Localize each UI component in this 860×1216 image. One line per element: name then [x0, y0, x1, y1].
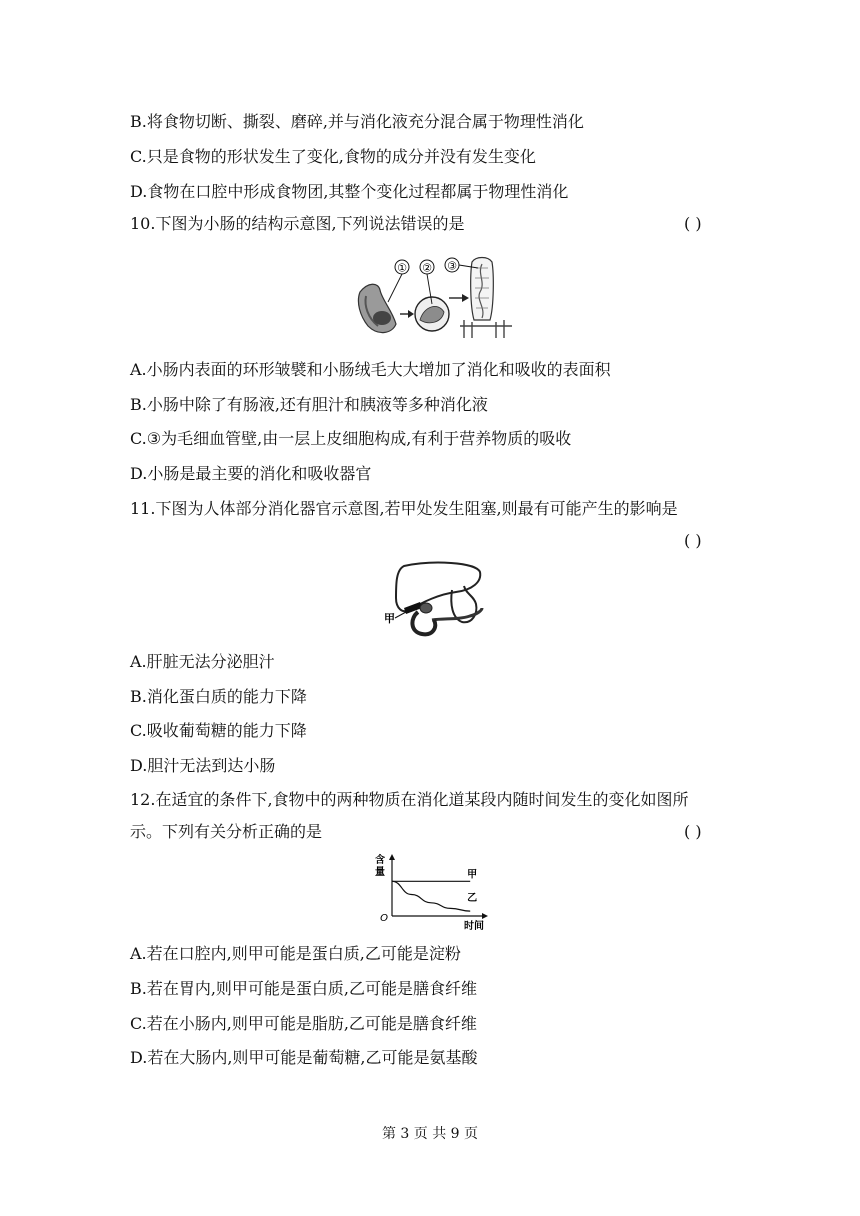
intestine-opening [373, 311, 391, 325]
leader-1 [388, 274, 402, 302]
q10-answer-blank: ( ) [684, 214, 702, 233]
x-axis-arrow [482, 913, 488, 919]
page-footer: 第 3 页 共 9 页 [381, 1126, 479, 1142]
q11-stem: 11.下图为人体部分消化器官示意图,若甲处发生阻塞,则最有可能产生的影响是 [130, 499, 678, 518]
q12-option-d: D.若在大肠内,则甲可能是葡萄糖,乙可能是氨基酸 [130, 1048, 478, 1067]
pancreas-shape [432, 608, 482, 620]
y-axis-arrow [389, 854, 395, 860]
q11-option-c: C.吸收葡萄糖的能力下降 [130, 721, 307, 740]
digestive-organs-figure [382, 560, 492, 644]
gallbladder-shape [420, 603, 432, 613]
q12-option-b: B.若在胃内,则甲可能是蛋白质,乙可能是膳食纤维 [130, 979, 478, 998]
series-label-1: 甲 [467, 869, 478, 881]
series-label-2: 乙 [467, 893, 478, 905]
q11-option-b: B.消化蛋白质的能力下降 [130, 687, 307, 706]
label-jia: 甲 [384, 612, 395, 625]
q11-option-a: A.肝脏无法分泌胆汁 [130, 652, 275, 671]
q12-answer-blank: ( ) [684, 822, 702, 841]
y-label-char-2: 量 [375, 867, 385, 878]
q12-stem-line2: 示。下列有关分析正确的是 [130, 822, 323, 841]
arrow-1-head [408, 310, 414, 318]
arrow-2-head [462, 294, 469, 302]
q9-option-d: D.食物在口腔中形成食物团,其整个变化过程都属于物理性消化 [130, 182, 569, 201]
q10-option-b: B.小肠中除了有肠液,还有胆汁和胰液等多种消化液 [130, 395, 488, 414]
series-line-2 [392, 881, 470, 911]
liver-shape [396, 563, 480, 612]
y-label-char-1: 含 [375, 855, 385, 866]
q11-answer-blank: ( ) [684, 531, 702, 550]
q12-option-a: A.若在口腔内,则甲可能是蛋白质,乙可能是淀粉 [130, 944, 461, 963]
small-intestine-figure [352, 254, 522, 340]
label-2: ② [422, 261, 432, 275]
q10-option-d: D.小肠是最主要的消化和吸收器官 [130, 464, 372, 483]
q12-option-c: C.若在小肠内,则甲可能是脂肪,乙可能是膳食纤维 [130, 1014, 477, 1033]
duodenum-shape [412, 612, 435, 634]
q10-stem: 10.下图为小肠的结构示意图,下列说法错误的是 [130, 214, 465, 233]
q12-stem-line1: 12.在适宜的条件下,食物中的两种物质在消化道某段内随时间发生的变化如图所 [130, 790, 689, 809]
q9-option-b: B.将食物切断、撕裂、磨碎,并与消化液充分混合属于物理性消化 [130, 112, 584, 131]
q9-option-c: C.只是食物的形状发生了变化,食物的成分并没有发生变化 [130, 147, 536, 166]
villus-shape [471, 258, 494, 321]
q11-option-d: D.胆汁无法到达小肠 [130, 756, 276, 775]
content-time-chart [368, 852, 488, 932]
q10-option-a: A.小肠内表面的环形皱襞和小肠绒毛大大增加了消化和吸收的表面积 [130, 360, 611, 379]
label-1: ① [397, 261, 407, 275]
label-3: ③ [447, 259, 457, 273]
q10-option-c: C.③为毛细血管壁,由一层上皮细胞构成,有利于营养物质的吸收 [130, 429, 572, 448]
x-label: 时间 [464, 921, 484, 932]
origin-label: O [380, 913, 388, 924]
label-jia-leader [395, 612, 406, 618]
villus-base-vessels [460, 320, 512, 338]
